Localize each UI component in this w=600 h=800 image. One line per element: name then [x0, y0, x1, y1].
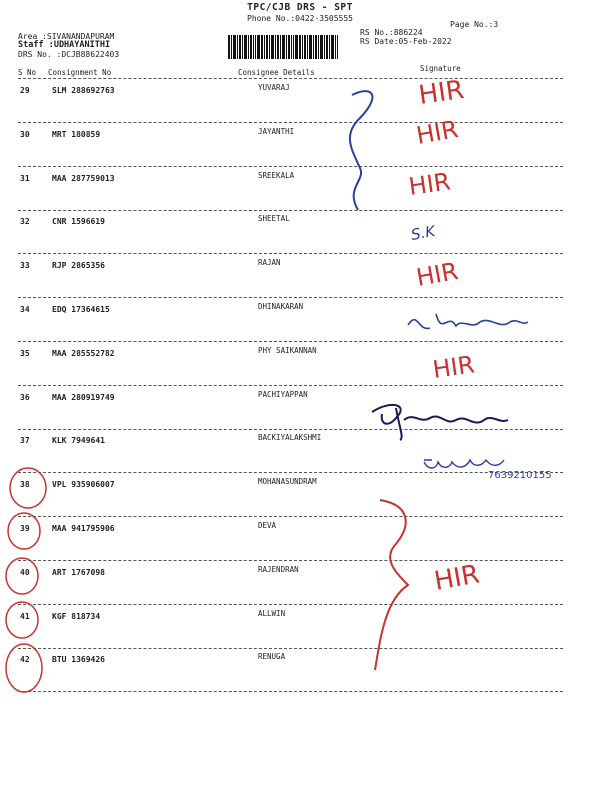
row-consignment-number: KGF 818734	[52, 612, 101, 621]
row-divider	[18, 604, 563, 605]
row-serial-number: 42	[20, 655, 30, 664]
row-divider	[18, 429, 563, 430]
row-consignee-name: RAJAN	[258, 258, 281, 267]
rs-date: RS Date:05-Feb-2022	[360, 37, 452, 46]
hir-mark-1: HIR	[416, 74, 466, 111]
row-consignee-name: RAJENDRAN	[258, 565, 299, 574]
row-consignee-name: PACHIYAPPAN	[258, 390, 308, 399]
row-serial-number: 32	[20, 217, 30, 226]
hir-mark-6: HIR	[432, 559, 482, 597]
row-divider	[18, 341, 563, 342]
row-divider	[18, 253, 563, 254]
row-divider	[18, 210, 563, 211]
signature-dhinakaran	[408, 314, 528, 328]
initials-signature: S.K	[409, 222, 437, 244]
row-serial-number: 33	[20, 261, 30, 270]
document-title: TPC/CJB DRS - SPT	[247, 2, 353, 13]
row-divider	[18, 516, 563, 517]
row-consignee-name: SREEKALA	[258, 171, 295, 180]
header-divider	[18, 78, 563, 79]
phone-number: Phone No.:0422-3505555	[247, 14, 353, 23]
rs-number: RS No.:886224	[360, 28, 423, 37]
phone-note: 7639210155	[488, 470, 552, 481]
row-consignee-name: MOHANASUNDRAM	[258, 477, 317, 486]
area-label: Area :SIVANANDAPURAM	[18, 32, 115, 41]
row-consignee-name: JAYANTHI	[258, 127, 295, 136]
row-serial-number: 34	[20, 305, 30, 314]
row-consignment-number: MRT 180859	[52, 130, 101, 139]
row-serial-number: 30	[20, 130, 30, 139]
column-header-consignee: Consignee Details	[238, 68, 315, 77]
row-consignment-number: EDQ 17364615	[52, 305, 110, 314]
row-consignment-number: KLK 7949641	[52, 436, 105, 445]
row-divider	[18, 122, 563, 123]
row-serial-number: 41	[20, 612, 30, 621]
row-divider	[18, 560, 563, 561]
row-serial-number: 40	[20, 568, 30, 577]
row-consignee-name: SHEETAL	[258, 214, 290, 223]
row-consignee-name: ALLWIN	[258, 609, 286, 618]
hir-mark-4: HIR	[414, 257, 461, 292]
circle-mark-42	[6, 644, 42, 692]
row-serial-number: 36	[20, 393, 30, 402]
row-divider	[18, 472, 563, 473]
column-header-consignment: Consignment No	[48, 68, 112, 77]
row-divider	[18, 297, 563, 298]
row-consignee-name: RENUGA	[258, 652, 286, 661]
row-consignment-number: BTU 1369426	[52, 655, 105, 664]
hir-mark-5: HIR	[430, 350, 477, 384]
row-consignee-name: DEVA	[258, 521, 277, 530]
row-divider	[18, 385, 563, 386]
column-header-signature: Signature	[420, 64, 461, 73]
row-serial-number: 37	[20, 436, 30, 445]
row-consignee-name: YUVARAJ	[258, 83, 290, 92]
row-consignment-number: MAA 285552782	[52, 349, 115, 358]
row-consignment-number: SLM 288692763	[52, 86, 115, 95]
signature-pachiyappan	[372, 405, 508, 440]
row-consignment-number: CNR 1596619	[52, 217, 105, 226]
row-consignment-number: MAA 287759013	[52, 174, 115, 183]
row-consignment-number: RJP 2865356	[52, 261, 105, 270]
row-consignment-number: MAA 280919749	[52, 393, 115, 402]
row-consignee-name: DHINAKARAN	[258, 302, 304, 311]
row-serial-number: 31	[20, 174, 30, 183]
row-serial-number: 29	[20, 86, 30, 95]
document-header	[200, 2, 400, 23]
header-left-block	[18, 32, 119, 59]
brace-lower	[375, 500, 408, 670]
drs-number: DRS No. :DCJB88622403	[18, 50, 120, 59]
row-consignment-number: VPL 935906007	[52, 480, 115, 489]
row-consignee-name: PHY SAIKANNAN	[258, 346, 317, 355]
row-serial-number: 38	[20, 480, 30, 489]
staff-label: Staff :UDHAYANITHI	[18, 40, 111, 50]
row-divider	[18, 166, 563, 167]
page-number: Page No.:3	[450, 20, 499, 29]
row-divider	[18, 691, 563, 692]
row-serial-number: 35	[20, 349, 30, 358]
barcode	[228, 35, 338, 59]
hir-mark-2: HIR	[414, 115, 461, 150]
row-consignee-name: BACKIYALAKSHMI	[258, 433, 322, 442]
hir-mark-3: HIR	[406, 167, 453, 201]
brace-upper	[350, 91, 373, 210]
row-consignment-number: ART 1767098	[52, 568, 105, 577]
row-divider	[18, 648, 563, 649]
column-header-sno: S No	[18, 68, 37, 77]
row-consignment-number: MAA 941795906	[52, 524, 115, 533]
row-serial-number: 39	[20, 524, 30, 533]
tamil-script-signature	[424, 460, 504, 468]
header-right-block	[360, 28, 452, 46]
